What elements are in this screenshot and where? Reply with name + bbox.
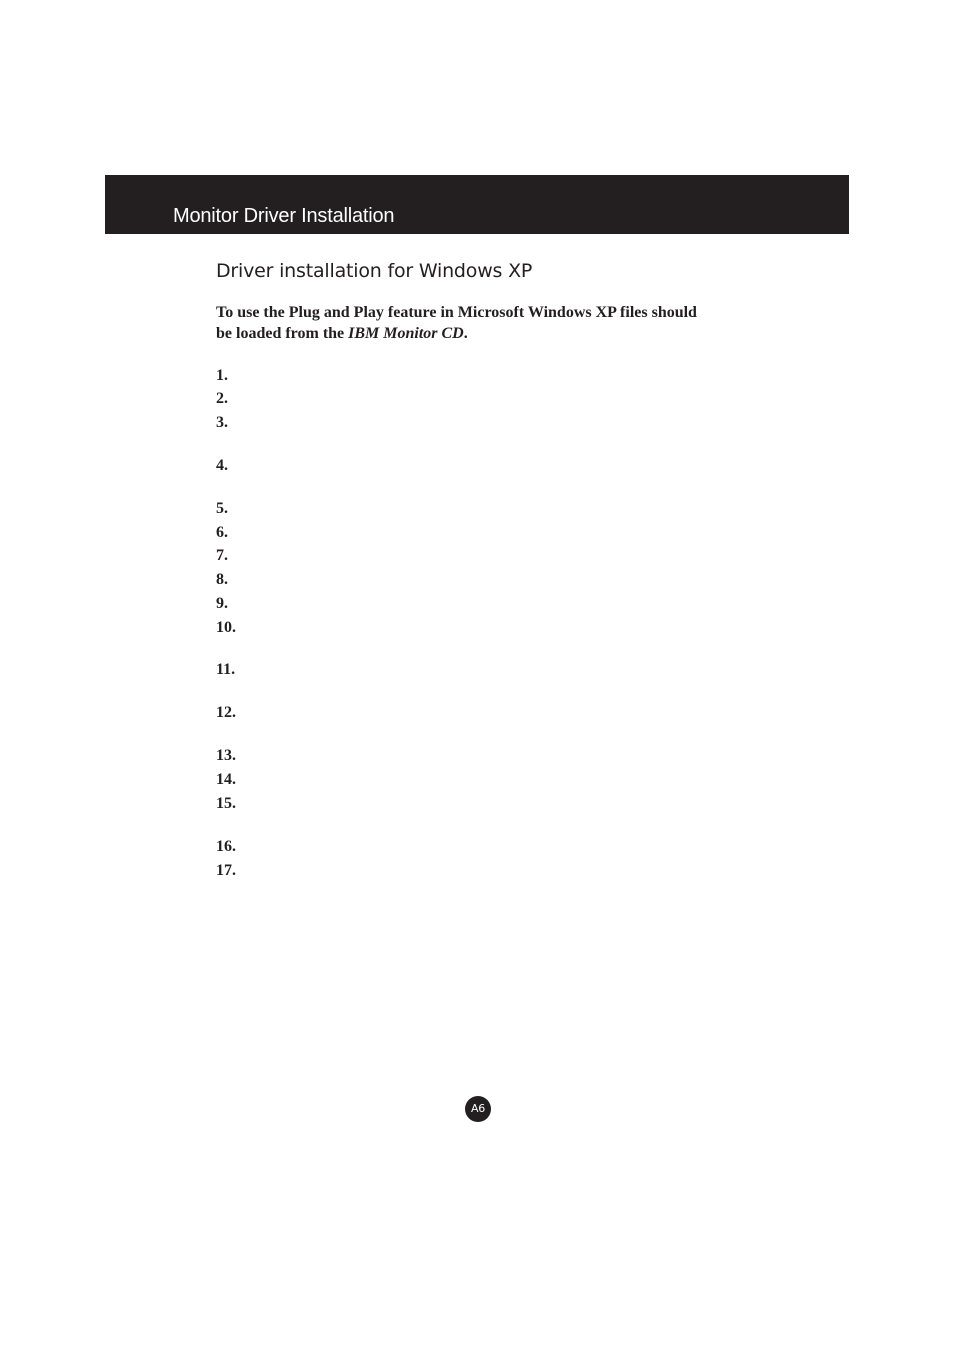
intro-line-1: To use the Plug and Play feature in Microsoft Windows XP files should xyxy=(216,304,697,321)
step-number: 13. xyxy=(216,747,236,764)
header-title: Monitor Driver Installation xyxy=(173,205,395,227)
intro-emphasis: IBM Monitor CD xyxy=(348,325,464,342)
step-number: 1. xyxy=(216,367,228,384)
step-number: 8. xyxy=(216,571,228,588)
step-number: 16. xyxy=(216,838,236,855)
intro-line-2-prefix: be loaded from the xyxy=(216,325,349,342)
step-number: 15. xyxy=(216,795,236,812)
step-number: 17. xyxy=(216,862,236,879)
step-number: 9. xyxy=(216,595,228,612)
section-heading: Driver installation for Windows XP xyxy=(216,260,533,282)
step-number: 7. xyxy=(216,547,228,564)
step-number: 12. xyxy=(216,704,236,721)
intro-line-2-suffix: . xyxy=(463,325,468,342)
page-number-badge: A6 xyxy=(465,1096,491,1122)
step-number: 2. xyxy=(216,390,228,407)
step-number: 3. xyxy=(216,414,228,431)
step-number: 6. xyxy=(216,524,228,541)
header-bar xyxy=(105,175,849,234)
step-number: 10. xyxy=(216,619,236,636)
step-number: 11. xyxy=(216,661,236,678)
step-number: 14. xyxy=(216,771,236,788)
step-number: 4. xyxy=(216,457,228,474)
step-number: 5. xyxy=(216,500,228,517)
intro-paragraph xyxy=(216,302,756,344)
